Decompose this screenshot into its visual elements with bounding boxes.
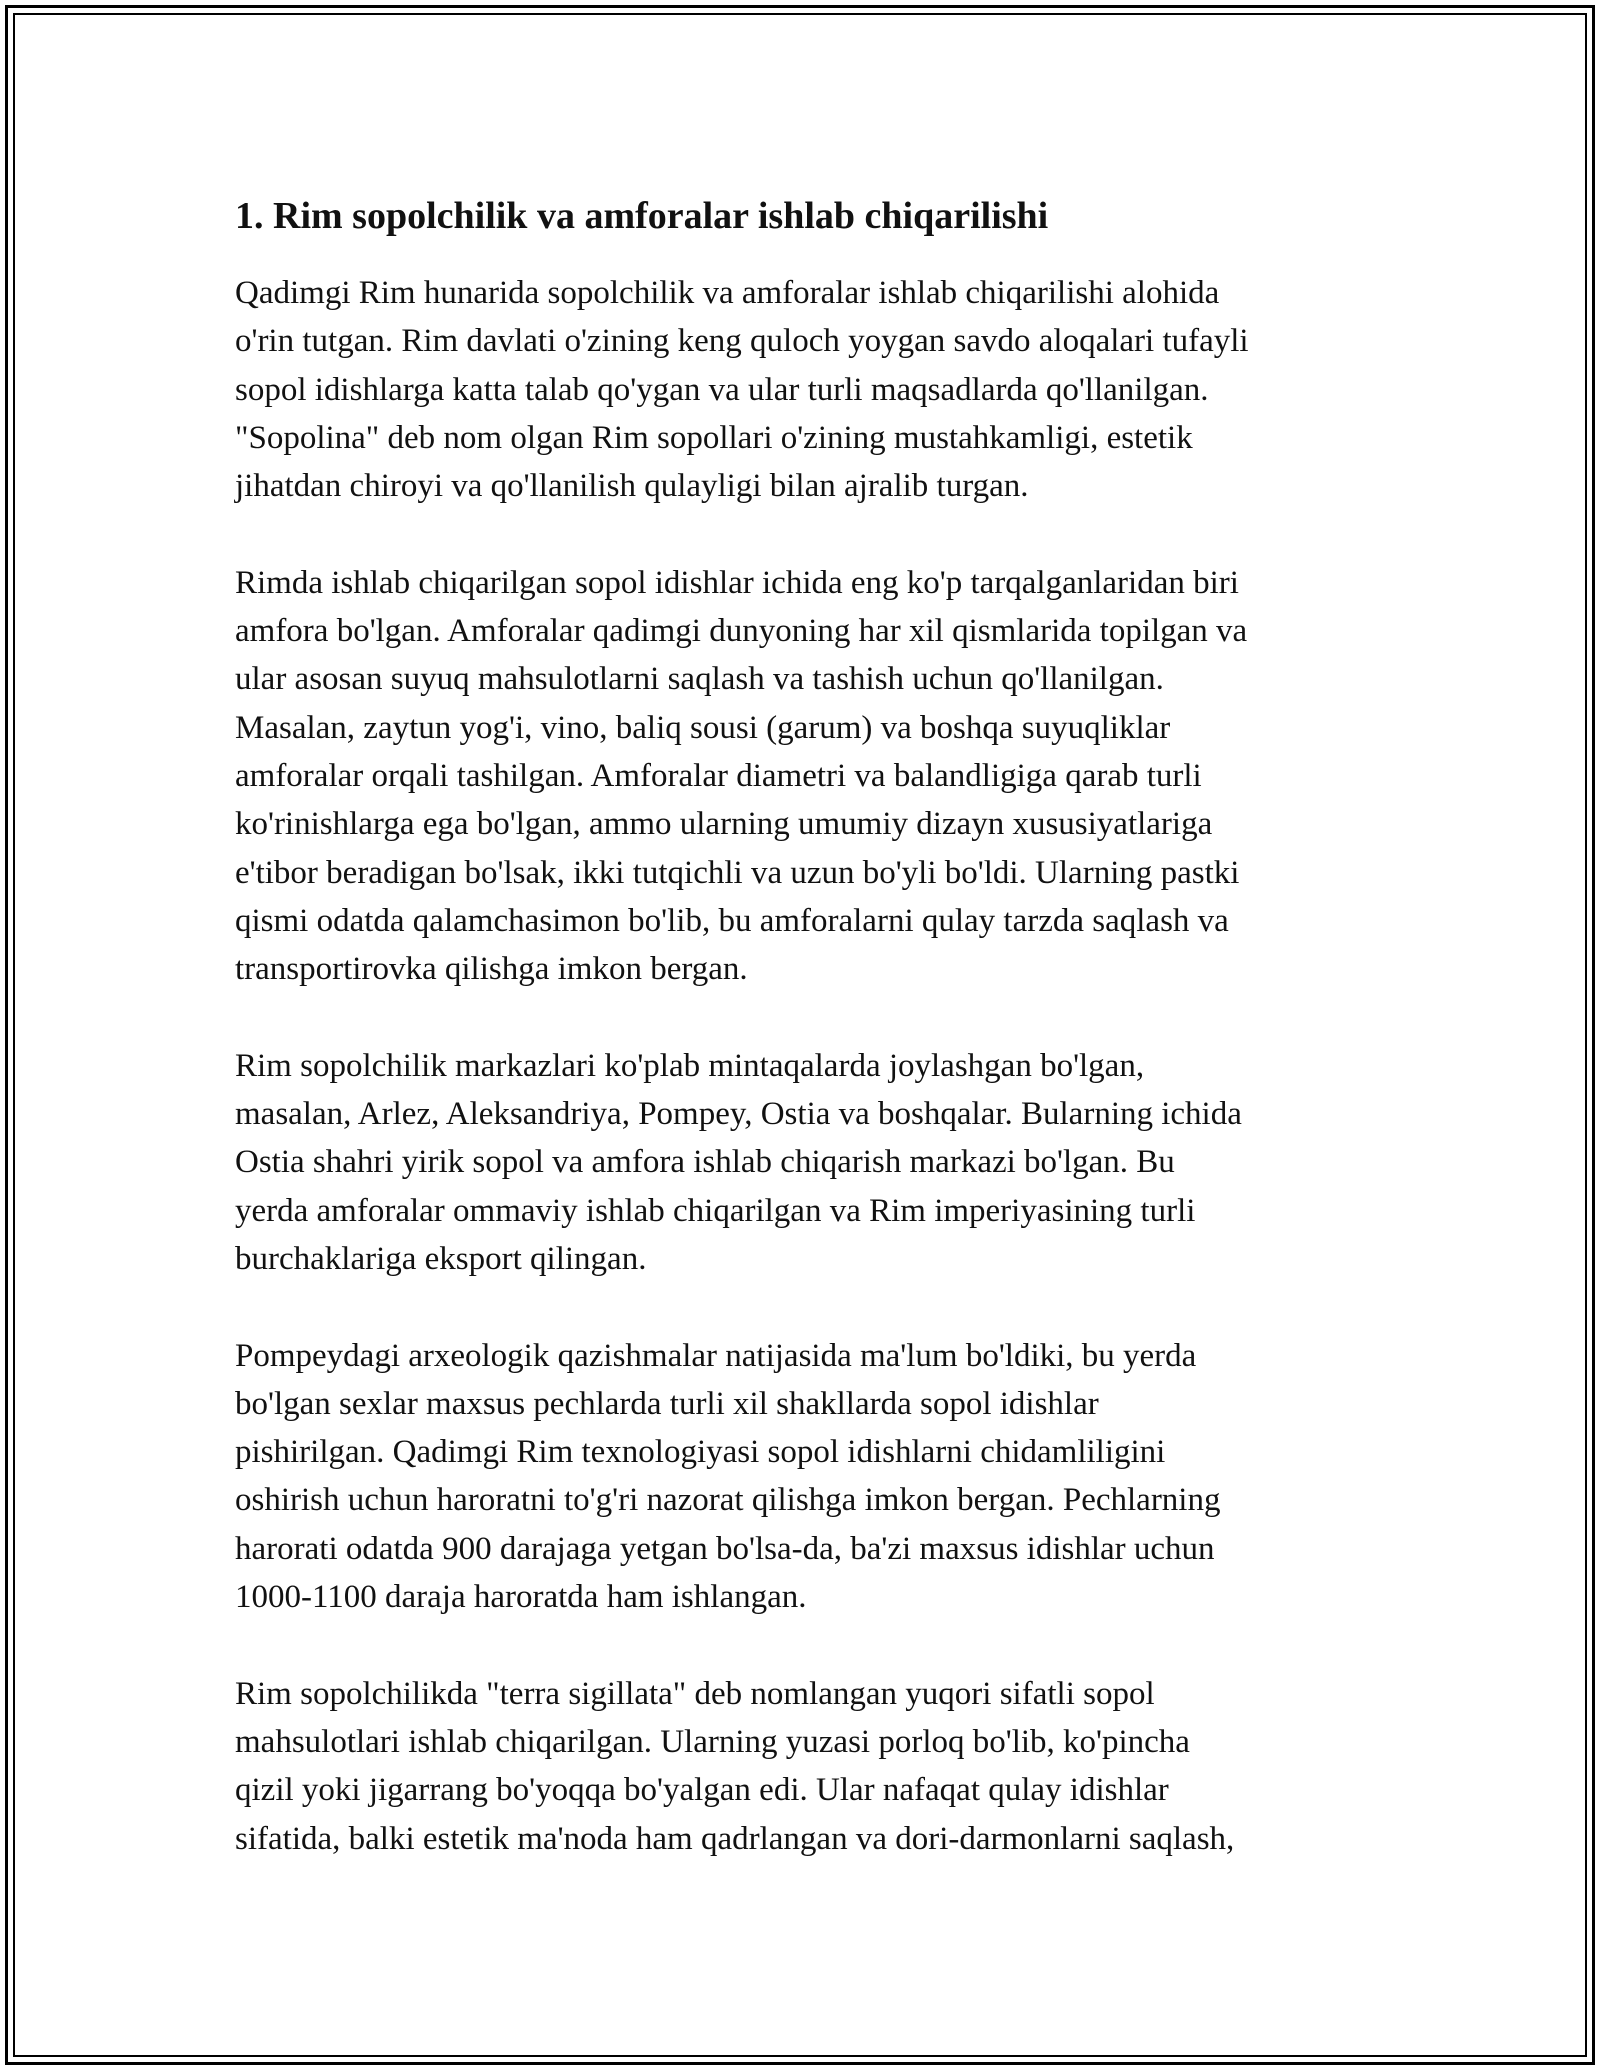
paragraph — [235, 1670, 1375, 1863]
text-line: qizil yoki jigarrang bo'yoqqa bo'yalgan edi. Ular nafaqat qulay idishlar — [235, 1772, 1169, 1809]
text-line: jihatdan chiroyi va qo'llanilish qulayligi bilan ajralib turgan. — [235, 468, 1029, 505]
text-line: 1000-1100 daraja haroratda ham ishlangan. — [235, 1579, 807, 1616]
text-line: Rim sopolchilikda "terra sigillata" deb nomlangan yuqori sifatli sopol — [235, 1675, 1155, 1712]
text-line: o'rin tutgan. Rim davlati o'zining keng quloch yoygan savdo aloqalari tufayli — [235, 323, 1249, 360]
text-line: "Sopolina" deb nom olgan Rim sopollari o'zining mustahkamligi, estetik — [235, 419, 1193, 456]
text-line: burchaklariga eksport qilingan. — [235, 1240, 647, 1277]
text-line: oshirish uchun haroratni to'g'ri nazorat qilishga imkon bergan. Pechlarning — [235, 1482, 1221, 1519]
text-line: Ostia shahri yirik sopol va amfora ishlab chiqarish markazi bo'lgan. Bu — [235, 1144, 1175, 1181]
text-line: yerda amforalar ommaviy ishlab chiqarilgan va Rim imperiyasining turli — [235, 1192, 1196, 1229]
text-line: ular asosan suyuq mahsulotlarni saqlash va tashish uchun qo'llanilgan. — [235, 661, 1164, 698]
paragraph — [235, 559, 1375, 994]
paragraph — [235, 269, 1375, 510]
text-line: harorati odatda 900 darajaga yetgan bo'lsa-da, ba'zi maxsus idishlar uchun — [235, 1530, 1215, 1567]
text-line: sifatida, balki estetik ma'noda ham qadrlangan va dori-darmonlarni saqlash, — [235, 1820, 1235, 1857]
text-line: masalan, Arlez, Aleksandriya, Pompey, Ostia va boshqalar. Bularning ichida — [235, 1096, 1242, 1133]
text-line: pishirilgan. Qadimgi Rim texnologiyasi sopol idishlarni chidamliligini — [235, 1434, 1166, 1471]
text-line: Rimda ishlab chiqarilgan sopol idishlar ichida eng ko'p tarqalganlaridan biri — [235, 564, 1239, 601]
text-line: bo'lgan sexlar maxsus pechlarda turli xil shakllarda sopol idishlar — [235, 1385, 1099, 1422]
text-line: e'tibor beradigan bo'lsak, ikki tutqichli va uzun bo'yli bo'ldi. Ularning pastki — [235, 854, 1240, 891]
text-line: transportirovka qilishga imkon bergan. — [235, 951, 748, 988]
document-body — [235, 185, 1375, 1911]
text-line: amfora bo'lgan. Amforalar qadimgi dunyoning har xil qismlarida topilgan va — [235, 613, 1248, 650]
text-line: mahsulotlari ishlab chiqarilgan. Ularning yuzasi porloq bo'lib, ko'pincha — [235, 1723, 1190, 1760]
section-title: 1. Rim sopolchilik va amforalar ishlab chiqarilishi — [235, 195, 1049, 237]
paragraph — [235, 1042, 1375, 1283]
text-line: Rim sopolchilik markazlari ko'plab mintaqalarda joylashgan bo'lgan, — [235, 1047, 1145, 1084]
text-line: Masalan, zaytun yog'i, vino, baliq sousi (garum) va boshqa suyuqliklar — [235, 709, 1171, 746]
paragraph-list — [235, 269, 1375, 1863]
text-line: sopol idishlarga katta talab qo'ygan va ular turli maqsadlarda qo'llanilgan. — [235, 371, 1209, 408]
text-line: qismi odatda qalamchasimon bo'lib, bu amforalarni qulay tarzda saqlash va — [235, 902, 1229, 939]
text-line: amforalar orqali tashilgan. Amforalar diametri va balandligiga qarab turli — [235, 757, 1202, 794]
paragraph — [235, 1332, 1375, 1622]
text-line: Qadimgi Rim hunarida sopolchilik va amforalar ishlab chiqarilishi alohida — [235, 275, 1220, 311]
text-line: Pompeydagi arxeologik qazishmalar natijasida ma'lum bo'ldiki, bu yerda — [235, 1337, 1197, 1374]
text-line: ko'rinishlarga ega bo'lgan, ammo ularning umumiy dizayn xususiyatlariga — [235, 806, 1213, 843]
